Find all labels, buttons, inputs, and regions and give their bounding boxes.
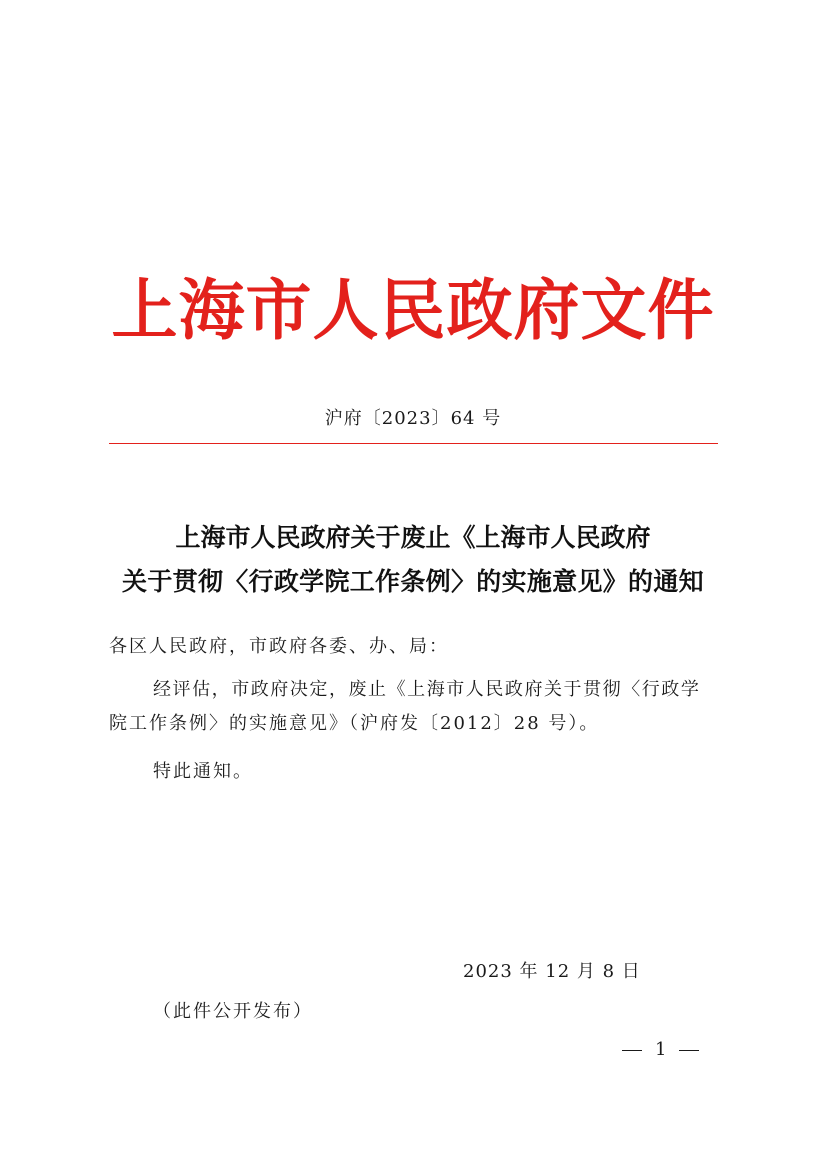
closing-line: 特此通知。 [153, 761, 253, 782]
masthead-title: 上海市人民政府文件 [111, 271, 715, 349]
body-paragraph-line-1: 经评估，市政府决定，废止《上海市人民政府关于贯彻〈行政学 [153, 679, 701, 700]
page-number-value: 1 [655, 1039, 667, 1060]
notice-title-line-1: 上海市人民政府关于废止《上海市人民政府 [175, 523, 651, 552]
notice-title-line-2: 关于贯彻〈行政学院工作条例〉的实施意见》的通知 [122, 567, 704, 596]
page-number-dash-left [622, 1050, 642, 1051]
body-paragraph-line-2: 院工作条例〉的实施意见》（沪府发〔2012〕28 号）。 [109, 713, 600, 734]
page-number [622, 1037, 702, 1063]
red-divider-line [109, 443, 718, 444]
release-note: （此件公开发布） [153, 1001, 313, 1022]
issue-date: 2023 年 12 月 8 日 [463, 961, 641, 982]
document-number: 沪府〔2023〕64 号 [324, 408, 502, 429]
recipients-line: 各区人民政府，市政府各委、办、局： [109, 636, 449, 657]
page-number-dash-right [679, 1050, 699, 1051]
